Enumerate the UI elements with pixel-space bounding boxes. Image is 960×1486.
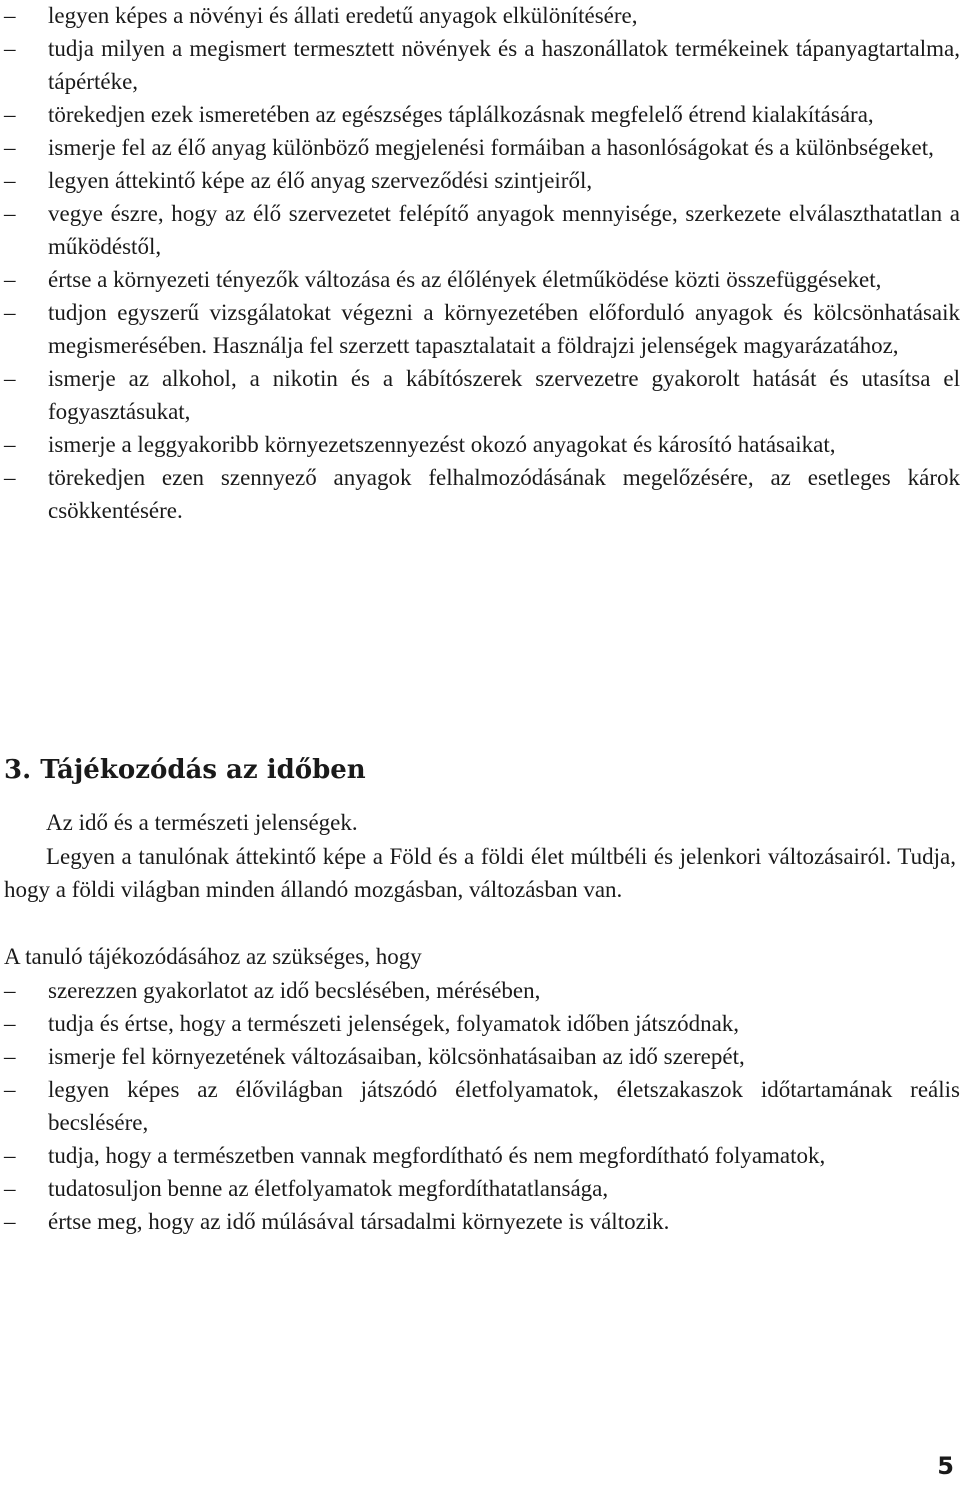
list-item — [0, 362, 960, 428]
list-item — [0, 164, 960, 197]
dash-bullet: – — [4, 1143, 16, 1168]
dash-bullet: – — [4, 432, 16, 457]
list-item-text: szerezzen gyakorlatot az idő becslésében, mérésében, — [48, 978, 541, 1003]
list-item-text: ismerje a leggyakoribb környezetszennyezést okozó anyagokat és károsító hatásaikat, — [48, 432, 836, 457]
list-item-text: legyen képes az élővilágban játszódó életfolyamatok, életszakaszok időtartamának reális becslésére, — [48, 1077, 960, 1135]
list-item — [0, 32, 960, 98]
list-item — [0, 1040, 960, 1073]
list-item — [0, 296, 960, 362]
list-item — [0, 263, 960, 296]
objectives-list-biology — [0, 0, 960, 527]
list-item — [0, 197, 960, 263]
list-item — [0, 1205, 960, 1238]
dash-bullet: – — [4, 978, 16, 1003]
list-item — [0, 1073, 960, 1139]
list-item-text: tudja és értse, hogy a természeti jelenségek, folyamatok időben játszódnak, — [48, 1011, 740, 1036]
list-item — [0, 131, 960, 164]
list-item-text: tudjon egyszerű vizsgálatokat végezni a környezetében előforduló anyagok és kölcsönhatásaik megismerésében. Használja fel szerzett tapasztalatait a földrajzi jelenségek magyarázatához, — [48, 300, 960, 358]
section-heading: 3. Tájékozódás az időben — [4, 755, 366, 785]
dash-bullet: – — [4, 168, 16, 193]
dash-bullet: – — [4, 300, 16, 325]
section-intro: Az idő és a természeti jelenségek. — [46, 810, 358, 835]
list-item — [0, 1172, 960, 1205]
list-item-text: ismerje fel környezetének változásaiban, kölcsönhatásaiban az idő szerepét, — [48, 1044, 745, 1069]
dash-bullet: – — [4, 1209, 16, 1234]
list-item-text: ismerje fel az élő anyag különböző megjelenési formáiban a hasonlóságokat és a különbségeket, — [48, 135, 934, 160]
section-lead-sentence: A tanuló tájékozódásához az szükséges, hogy — [4, 944, 422, 969]
dash-bullet: – — [4, 1011, 16, 1036]
list-item — [0, 98, 960, 131]
page-number: 5 — [937, 1452, 954, 1480]
dash-bullet: – — [4, 1044, 16, 1069]
list-item-text: legyen áttekintő képe az élő anyag szerveződési szintjeiről, — [48, 168, 593, 193]
list-item-text: legyen képes a növényi és állati eredetű anyagok elkülönítésére, — [48, 3, 638, 28]
dash-bullet: – — [4, 1176, 16, 1201]
list-item-text: tudatosuljon benne az életfolyamatok megfordíthatatlansága, — [48, 1176, 609, 1201]
list-item-text: értse meg, hogy az idő múlásával társadalmi környezete is változik. — [48, 1209, 670, 1234]
objectives-list-time — [0, 974, 960, 1238]
list-item — [0, 974, 960, 1007]
dash-bullet: – — [4, 102, 16, 127]
dash-bullet: – — [4, 201, 16, 226]
section-body-paragraph: Legyen a tanulónak áttekintő képe a Föld és a földi élet múltbéli és jelenkori változásairól. Tudja, hogy a földi világban minden állandó mozgásban, változásban van. — [4, 844, 956, 902]
list-item — [0, 0, 960, 32]
list-item-text: értse a környezeti tényezők változása és az élőlények életműködése közti összefüggéseket, — [48, 267, 882, 292]
dash-bullet: – — [4, 267, 16, 292]
dash-bullet: – — [4, 366, 16, 391]
list-item-text: törekedjen ezen szennyező anyagok felhalmozódásának megelőzésére, az esetleges károk csökkentésére. — [48, 465, 960, 523]
list-item-text: törekedjen ezek ismeretében az egészséges táplálkozásnak megfelelő étrend kialakítására, — [48, 102, 874, 127]
list-item — [0, 428, 960, 461]
dash-bullet: – — [4, 1077, 16, 1102]
dash-bullet: – — [4, 465, 16, 490]
dash-bullet: – — [4, 135, 16, 160]
list-item — [0, 1007, 960, 1040]
dash-bullet: – — [4, 3, 16, 28]
list-item-text: vegye észre, hogy az élő szervezetet felépítő anyagok mennyisége, szerkezete elválaszthatatlan a működéstől, — [48, 201, 960, 259]
dash-bullet: – — [4, 36, 16, 61]
list-item-text: tudja milyen a megismert termesztett növények és a haszonállatok termékeinek tápanyagtartalma, tápértéke, — [48, 36, 960, 94]
list-item-text: ismerje az alkohol, a nikotin és a kábítószerek szervezetre gyakorolt hatását és utasítsa el fogyasztásukat, — [48, 366, 960, 424]
list-item — [0, 1139, 960, 1172]
list-item — [0, 461, 960, 527]
list-item-text: tudja, hogy a természetben vannak megfordítható és nem megfordítható folyamatok, — [48, 1143, 826, 1168]
